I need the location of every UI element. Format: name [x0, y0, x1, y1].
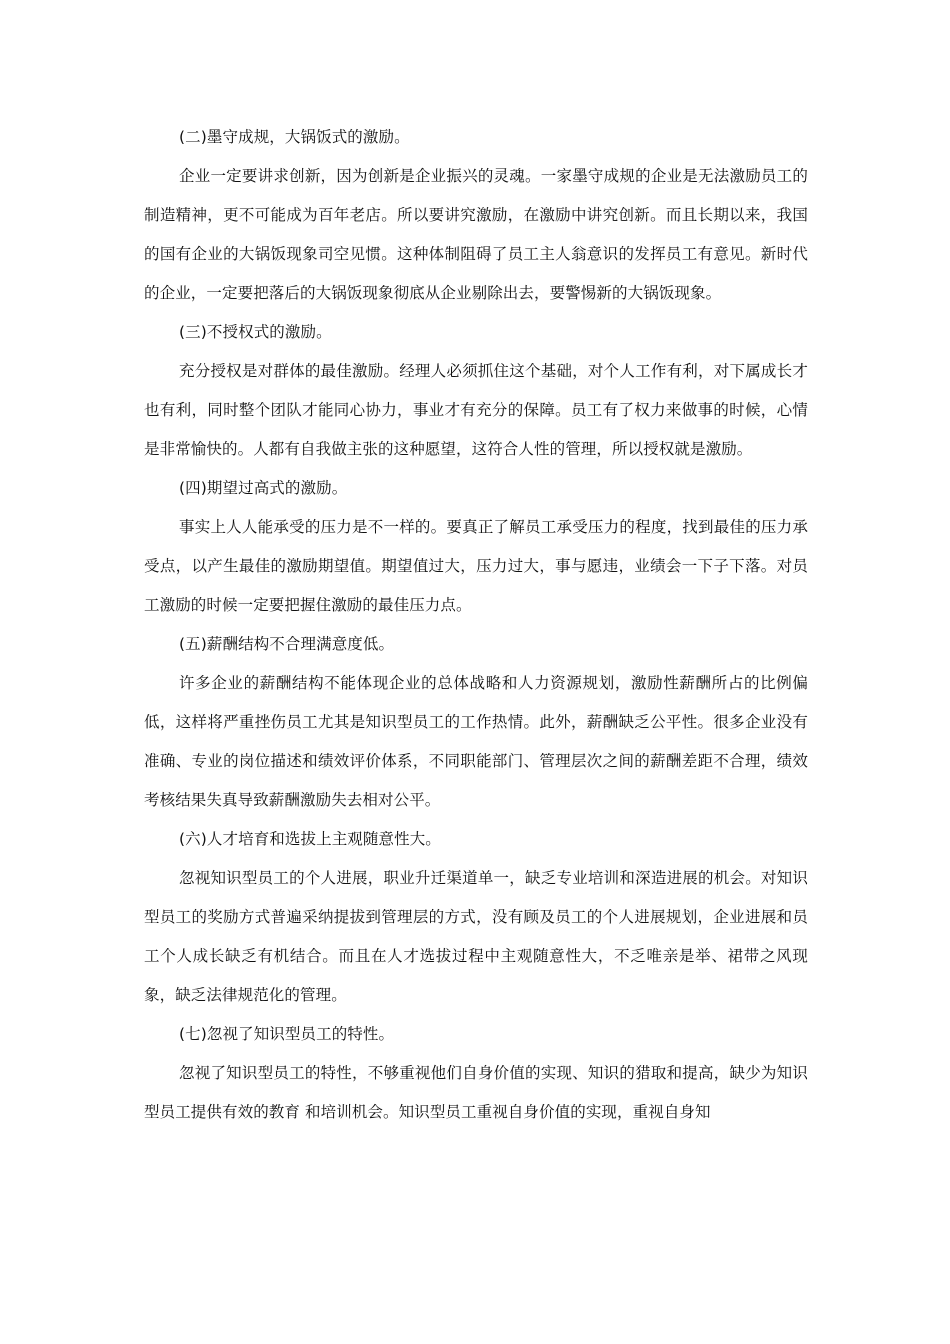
section-heading-5: (五)薪酬结构不合理满意度低。 [179, 635, 395, 653]
section-heading-6: (六)人才培育和选拔上主观随意性大。 [179, 830, 441, 848]
document-body [144, 118, 808, 1132]
section-heading-2: (二)墨守成规，大锅饭式的激励。 [179, 128, 410, 146]
body-paragraph: 忽视了知识型员工的特性，不够重视他们自身价值的实现、知识的猎取和提高，缺少为知识型员工提供有效的教育 和培训机会。知识型员工重视自身价值的实现，重视自身知 [144, 1064, 808, 1121]
body-paragraph: 充分授权是对群体的最佳激励。经理人必须抓住这个基础，对个人工作有利，对下属成长才也有利，同时整个团队才能同心协力，事业才有充分的保障。员工有了权力来做事的时候，心情是非常愉快的。人都有自我做主张的这种愿望，这符合人性的管理，所以授权就是激励。 [144, 362, 808, 458]
section-heading-3: (三)不授权式的激励。 [179, 323, 332, 341]
body-paragraph: 企业一定要讲求创新，因为创新是企业振兴的灵魂。一家墨守成规的企业是无法激励员工的制造精神，更不可能成为百年老店。所以要讲究激励，在激励中讲究创新。而且长期以来，我国的国有企业的大锅饭现象司空见惯。这种体制阻碍了员工主人翁意识的发挥员工有意见。新时代的企业，一定要把落后的大锅饭现象彻底从企业剔除出去，要警惕新的大锅饭现象。 [144, 167, 808, 302]
body-paragraph: 许多企业的薪酬结构不能体现企业的总体战略和人力资源规划，激励性薪酬所占的比例偏低，这样将严重挫伤员工尤其是知识型员工的工作热情。此外，薪酬缺乏公平性。很多企业没有准确、专业的岗位描述和绩效评价体系，不同职能部门、管理层次之间的薪酬差距不合理，绩效考核结果失真导致薪酬激励失去相对公平。 [144, 674, 808, 809]
section-heading-4: (四)期望过高式的激励。 [179, 479, 348, 497]
section-heading-7: (七)忽视了知识型员工的特性。 [179, 1025, 395, 1043]
body-paragraph: 忽视知识型员工的个人进展，职业升迁渠道单一，缺乏专业培训和深造进展的机会。对知识型员工的奖励方式普遍采纳提拔到管理层的方式，没有顾及员工的个人进展规划，企业进展和员工个人成长缺乏有机结合。而且在人才选拔过程中主观随意性大，不乏唯亲是举、裙带之风现象，缺乏法律规范化的管理。 [144, 869, 808, 1004]
body-paragraph: 事实上人人能承受的压力是不一样的。要真正了解员工承受压力的程度，找到最佳的压力承受点，以产生最佳的激励期望值。期望值过大，压力过大，事与愿违，业绩会一下子下落。对员工激励的时候一定要把握住激励的最佳压力点。 [144, 518, 808, 614]
